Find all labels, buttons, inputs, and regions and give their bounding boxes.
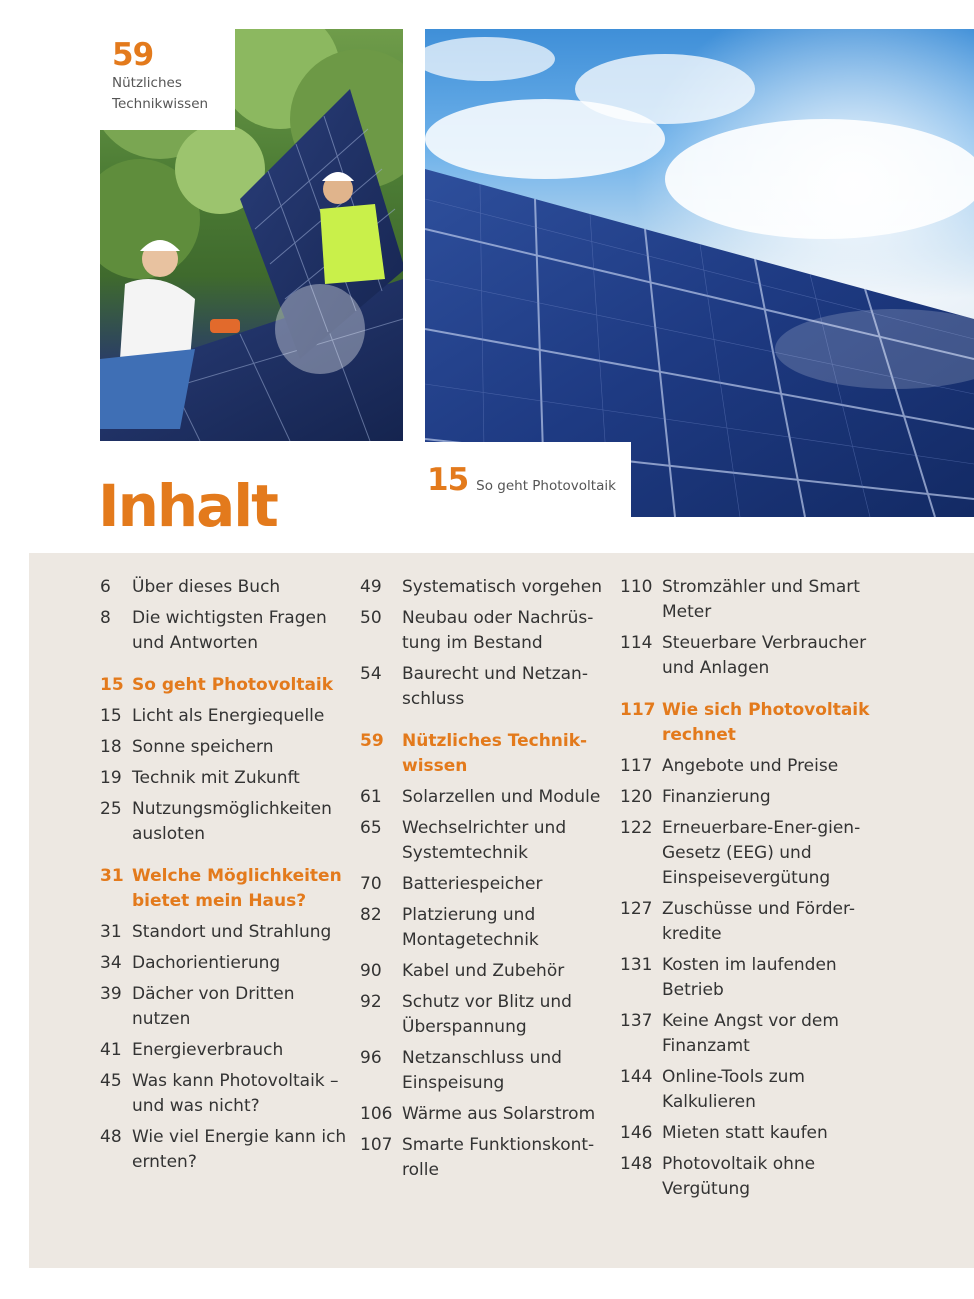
toc-entry[interactable] — [360, 606, 610, 656]
toc-page-number: 65 — [360, 818, 382, 838]
toc-entry-title: Kabel und Zubehör — [402, 961, 565, 981]
toc-entry[interactable] — [360, 1102, 610, 1127]
toc-page-number: 49 — [360, 577, 382, 597]
toc-entry-title: Solarzellen und Module — [402, 787, 601, 807]
toc-page-number: 15 — [100, 706, 122, 726]
toc-entry[interactable] — [360, 785, 610, 810]
toc-entry[interactable] — [620, 897, 890, 947]
toc-entry-title: Systematisch vorgehen — [402, 577, 602, 597]
toc-entry-title: Mieten statt kaufen — [662, 1123, 828, 1143]
toc-entry-title: Smarte Funktionskont-rolle — [402, 1135, 595, 1180]
toc-page-number: 59 — [360, 731, 384, 751]
toc-entry-title: Nützliches Technik-wissen — [402, 731, 588, 776]
toc-page-number: 137 — [620, 1011, 653, 1031]
toc-page-number: 106 — [360, 1104, 393, 1124]
toc-entry[interactable] — [100, 606, 350, 656]
toc-entry-title: Erneuerbare-Ener-gien-Gesetz (EEG) und Einspeisevergütung — [662, 818, 861, 888]
toc-entry-title: Neubau oder Nachrüs-tung im Bestand — [402, 608, 594, 653]
toc-page-number: 144 — [620, 1067, 653, 1087]
teaser-text-line-1: Nützliches — [112, 75, 182, 91]
teaser-page-number: 59 — [112, 37, 154, 73]
toc-entry[interactable] — [620, 1121, 890, 1146]
toc-page-number: 34 — [100, 953, 122, 973]
toc-page-number: 90 — [360, 961, 382, 981]
toc-chapter-entry[interactable] — [100, 673, 350, 698]
toc-page-number: 92 — [360, 992, 382, 1012]
toc-entry[interactable] — [620, 816, 890, 891]
toc-chapter-entry[interactable] — [620, 698, 890, 748]
toc-page-number: 107 — [360, 1135, 393, 1155]
toc-page-number: 96 — [360, 1048, 382, 1068]
toc-chapter-entry[interactable] — [100, 864, 350, 914]
chapter-teaser-15[interactable] — [417, 442, 631, 518]
toc-entry[interactable] — [620, 1009, 890, 1059]
toc-entry[interactable] — [100, 797, 350, 847]
toc-page-number: 131 — [620, 955, 653, 975]
toc-entry[interactable] — [360, 662, 610, 712]
teaser-text: So geht Photovoltaik — [476, 478, 616, 494]
toc-entry-title: Baurecht und Netzan-schluss — [402, 664, 588, 709]
toc-page-number: 110 — [620, 577, 653, 597]
toc-page-number: 117 — [620, 756, 653, 776]
toc-entry-title: Welche Möglichkeiten bietet mein Haus? — [132, 866, 342, 911]
toc-entry[interactable] — [620, 575, 890, 625]
toc-entry-title: Dachorientierung — [132, 953, 281, 973]
toc-entry[interactable] — [100, 982, 350, 1032]
toc-entry[interactable] — [620, 631, 890, 681]
toc-entry[interactable] — [100, 575, 350, 600]
toc-entry[interactable] — [360, 1046, 610, 1096]
toc-entry-title: Nutzungsmöglichkeiten ausloten — [132, 799, 332, 844]
toc-entry-title: Schutz vor Blitz und Überspannung — [402, 992, 572, 1037]
toc-entry[interactable] — [360, 1133, 610, 1183]
toc-entry-title: Standort und Strahlung — [132, 922, 332, 942]
toc-page-number: 120 — [620, 787, 653, 807]
toc-entry[interactable] — [620, 785, 890, 810]
toc-column-1 — [100, 575, 350, 1181]
toc-entry[interactable] — [360, 959, 610, 984]
toc-page-number: 31 — [100, 922, 122, 942]
toc-entry-title: Zuschüsse und Förder-kredite — [662, 899, 856, 944]
toc-page-number: 54 — [360, 664, 382, 684]
toc-entry-title: Platzierung und Montagetechnik — [402, 905, 539, 950]
toc-page-number: 114 — [620, 633, 653, 653]
toc-column-2 — [360, 575, 610, 1189]
toc-entry-title: Die wichtigsten Fragen und Antworten — [132, 608, 327, 653]
toc-entry-title: So geht Photovoltaik — [132, 675, 334, 695]
toc-entry[interactable] — [360, 903, 610, 953]
toc-page-number: 70 — [360, 874, 382, 894]
toc-page-number: 127 — [620, 899, 653, 919]
toc-entry[interactable] — [100, 735, 350, 760]
toc-page-number: 45 — [100, 1071, 122, 1091]
toc-page-number: 82 — [360, 905, 382, 925]
toc-entry[interactable] — [100, 704, 350, 729]
toc-entry-title: Angebote und Preise — [662, 756, 839, 776]
toc-entry-title: Kosten im laufenden Betrieb — [662, 955, 837, 1000]
toc-entry-title: Technik mit Zukunft — [132, 768, 300, 788]
toc-entry-title: Wechselrichter und Systemtechnik — [402, 818, 567, 863]
toc-page-number: 48 — [100, 1127, 122, 1147]
toc-page-number: 39 — [100, 984, 122, 1004]
toc-entry-title: Wie sich Photovoltaik rechnet — [662, 700, 870, 745]
toc-entry-title: Wie viel Energie kann ich ernten? — [132, 1127, 347, 1172]
toc-entry-title: Netzanschluss und Einspeisung — [402, 1048, 562, 1093]
toc-entry[interactable] — [620, 953, 890, 1003]
toc-entry-title: Keine Angst vor dem Finanzamt — [662, 1011, 839, 1056]
teaser-page-number: 15 — [427, 462, 469, 498]
toc-entry-title: Energieverbrauch — [132, 1040, 284, 1060]
toc-page-number: 15 — [100, 675, 124, 695]
toc-entry-title: Sonne speichern — [132, 737, 274, 757]
toc-entry[interactable] — [360, 575, 610, 600]
toc-entry-title: Batteriespeicher — [402, 874, 543, 894]
toc-entry[interactable] — [100, 1125, 350, 1175]
toc-entry[interactable] — [360, 816, 610, 866]
toc-entry-title: Was kann Photovoltaik – und was nicht? — [132, 1071, 339, 1116]
toc-entry-title: Wärme aus Solarstrom — [402, 1104, 596, 1124]
toc-entry[interactable] — [360, 872, 610, 897]
toc-page-number: 146 — [620, 1123, 653, 1143]
toc-page-number: 41 — [100, 1040, 122, 1060]
toc-page-number: 18 — [100, 737, 122, 757]
toc-entry[interactable] — [100, 1069, 350, 1119]
toc-entry[interactable] — [620, 754, 890, 779]
toc-entry[interactable] — [100, 1038, 350, 1063]
toc-column-3 — [620, 575, 890, 1208]
toc-page-number: 19 — [100, 768, 122, 788]
toc-page-number: 148 — [620, 1154, 653, 1174]
toc-entry-title: Online-Tools zum Kalkulieren — [662, 1067, 805, 1112]
toc-entry[interactable] — [100, 951, 350, 976]
toc-entry-title: Licht als Energiequelle — [132, 706, 325, 726]
toc-page-number: 8 — [100, 608, 111, 628]
toc-page-number: 61 — [360, 787, 382, 807]
toc-chapter-entry[interactable] — [360, 729, 610, 779]
toc-entry[interactable] — [100, 766, 350, 791]
teaser-text-line-2: Technikwissen — [112, 96, 209, 112]
toc-entry-title: Dächer von Dritten nutzen — [132, 984, 295, 1029]
toc-page-number: 117 — [620, 700, 656, 720]
toc-page-number: 31 — [100, 866, 124, 886]
toc-entry-title: Steuerbare Verbraucher und Anlagen — [662, 633, 867, 678]
toc-entry[interactable] — [360, 990, 610, 1040]
toc-entry[interactable] — [620, 1152, 890, 1202]
page-title: Inhalt — [98, 472, 277, 540]
chapter-teaser-59[interactable] — [100, 29, 235, 130]
toc-entry-title: Photovoltaik ohne Vergütung — [662, 1154, 816, 1199]
toc-page-number: 25 — [100, 799, 122, 819]
toc-page-number: 122 — [620, 818, 653, 838]
toc-entry-title: Finanzierung — [662, 787, 771, 807]
toc-entry-title: Über dieses Buch — [132, 577, 281, 597]
toc-entry[interactable] — [100, 920, 350, 945]
toc-entry[interactable] — [620, 1065, 890, 1115]
toc-page-number: 6 — [100, 577, 111, 597]
toc-entry-title: Stromzähler und Smart Meter — [662, 577, 860, 622]
toc-page-number: 50 — [360, 608, 382, 628]
